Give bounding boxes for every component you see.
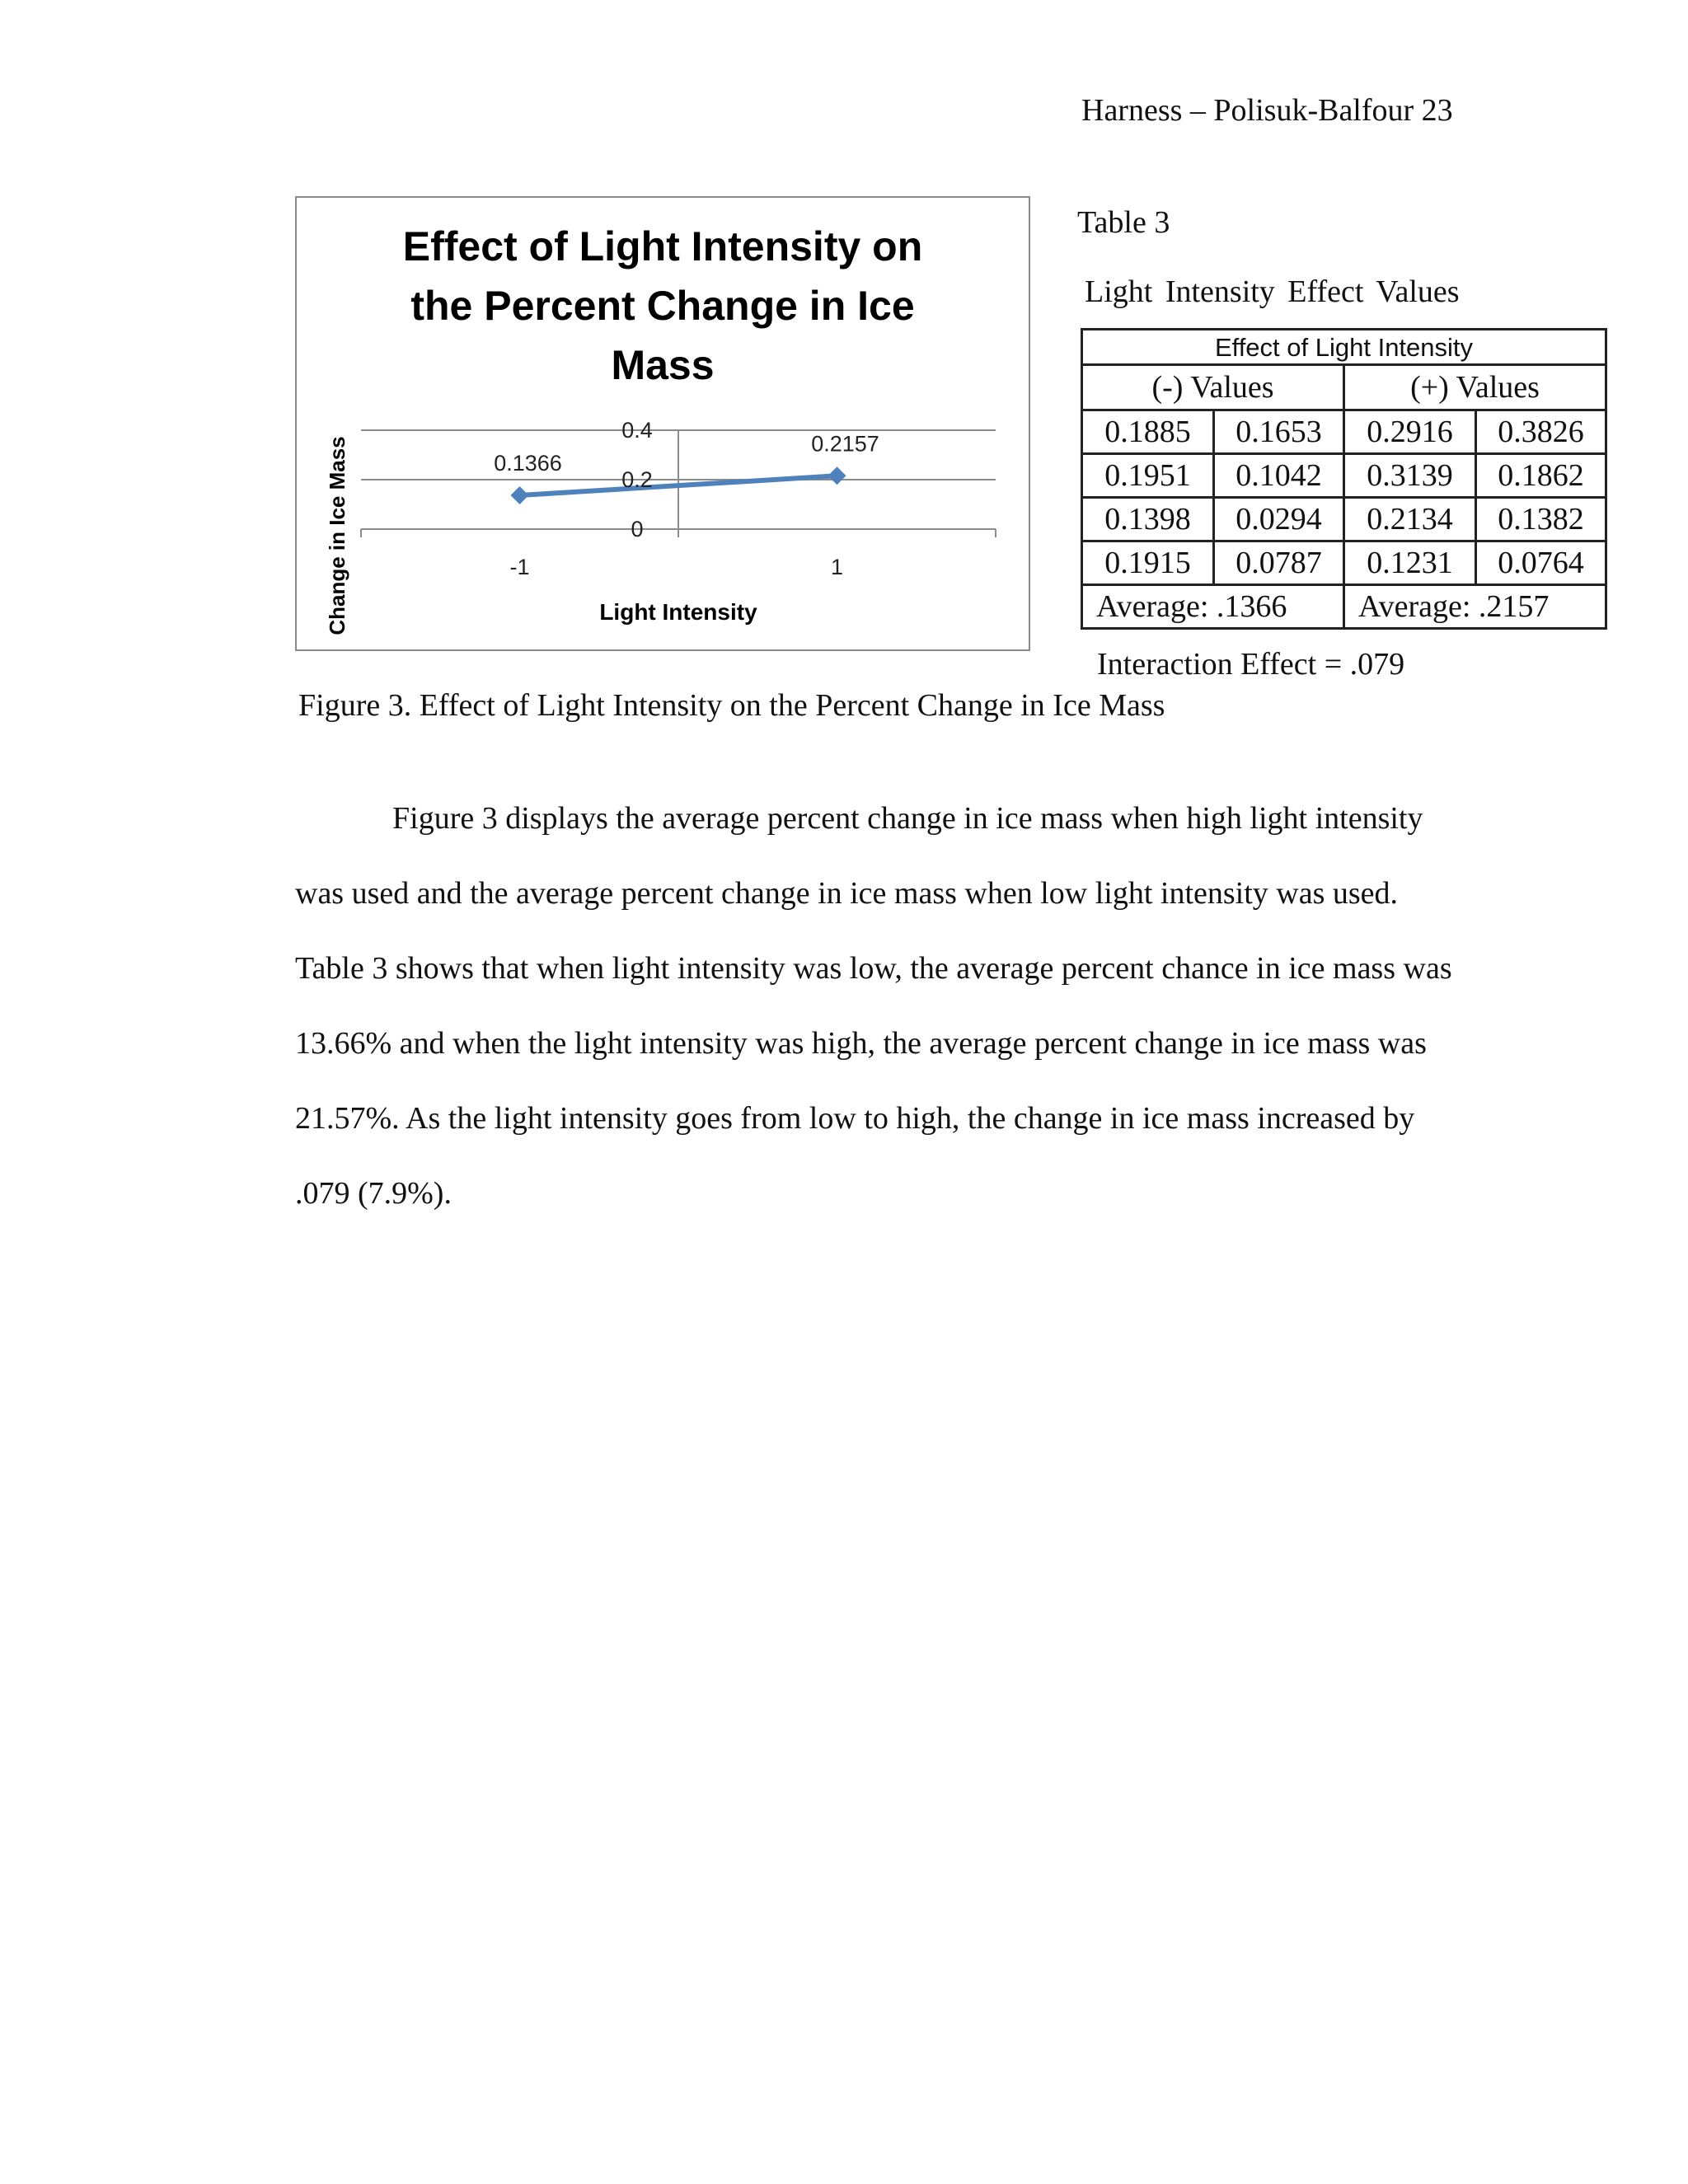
table-cell: 0.2134 (1344, 498, 1476, 541)
y-tick-label: 0 (631, 517, 644, 541)
body-paragraph: Figure 3 displays the average percent change in ice mass when high light intensity was used and the average percent change in ice mass when low light intensity was used. Table 3 shows that when light intensity was low, the average percent chance in ice mass was 13.66% and when the light intensity was high, the average percent change in ice mass was 21.57%. As the light intensity goes from low to high, the change in ice mass increased by .079 (7.9%). (295, 801, 1452, 1211)
x-axis-title: Light Intensity (599, 599, 757, 625)
table-average-row (1082, 585, 1606, 629)
body-text (295, 781, 1465, 1231)
table-cell: 0.3139 (1344, 454, 1476, 498)
line-chart (295, 196, 1030, 651)
interaction-effect: Interaction Effect = .079 (1097, 647, 1405, 682)
data-label: 0.1366 (494, 451, 562, 476)
data-point-marker (828, 466, 846, 485)
table-cell: 0.1951 (1082, 454, 1214, 498)
y-axis-title: Change in Ice Mass (325, 436, 349, 635)
data-label: 0.2157 (811, 431, 879, 457)
chart-title-line: Effect of Light Intensity on (402, 223, 923, 269)
x-tick-label: 1 (830, 555, 844, 579)
table-header-row (1082, 330, 1606, 365)
table-cell: 0.0764 (1476, 541, 1606, 585)
chart-title-group (403, 223, 923, 388)
chart-title-line: the Percent Change in Ice (410, 283, 915, 329)
table-cell: 0.2916 (1344, 410, 1476, 454)
running-head: Harness – Polisuk-Balfour 23 (1081, 93, 1453, 128)
light-intensity-table (1081, 328, 1607, 630)
table-cell: 0.1862 (1476, 454, 1606, 498)
table-row (1082, 454, 1606, 498)
table-cell: 0.1231 (1344, 541, 1476, 585)
y-tick-label: 0.2 (621, 467, 653, 492)
table-group-row (1082, 365, 1606, 410)
average-negative: Average: .1366 (1082, 585, 1344, 629)
table-cell: 0.1885 (1082, 410, 1214, 454)
table-cell: 0.0787 (1214, 541, 1344, 585)
table-cell: 0.1653 (1214, 410, 1344, 454)
table-cell: 0.1398 (1082, 498, 1214, 541)
chart-title-line: Mass (611, 342, 715, 388)
table-row (1082, 410, 1606, 454)
group-positive-values: (+) Values (1344, 365, 1606, 410)
table-cell: 0.3826 (1476, 410, 1606, 454)
table-label: Table 3 (1077, 205, 1170, 240)
table-cell: 0.1915 (1082, 541, 1214, 585)
table-cell: 0.1042 (1214, 454, 1344, 498)
chart-svg (297, 198, 1029, 649)
table-title: Light Intensity Effect Values (1085, 274, 1460, 309)
data-point-marker (511, 486, 529, 504)
figure-caption: Figure 3. Effect of Light Intensity on the Percent Change in Ice Mass (298, 688, 1165, 723)
table-cell: 0.1382 (1476, 498, 1606, 541)
table-header-cell: Effect of Light Intensity (1082, 330, 1606, 365)
table-cell: 0.0294 (1214, 498, 1344, 541)
chart-labels (325, 418, 879, 635)
x-tick-label: -1 (509, 555, 530, 579)
table-row (1082, 541, 1606, 585)
y-tick-label: 0.4 (621, 418, 653, 443)
average-positive: Average: .2157 (1344, 585, 1606, 629)
table-row (1082, 498, 1606, 541)
group-negative-values: (-) Values (1082, 365, 1344, 410)
